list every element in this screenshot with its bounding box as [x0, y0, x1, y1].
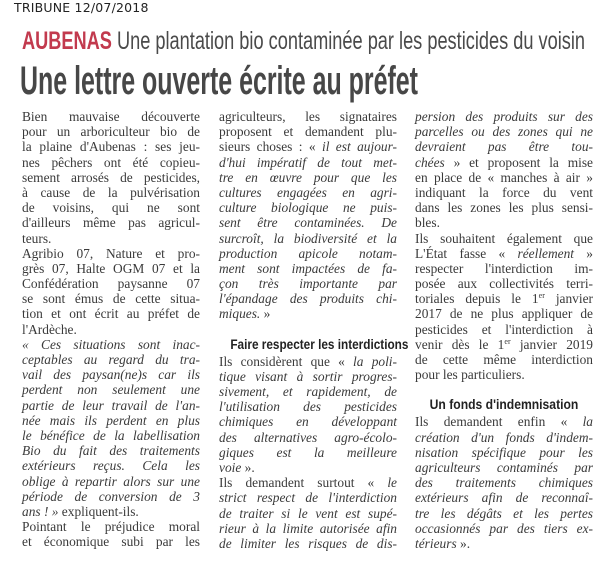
body-text: d'ailleurs même pas agricul- [22, 215, 200, 231]
text-line [22, 367, 200, 382]
body-text: janvier [544, 291, 594, 307]
text-line [415, 460, 593, 475]
body-text: de voisins, qui ne sont [22, 200, 200, 216]
text-line [22, 291, 200, 306]
text-line [22, 170, 200, 185]
text-line [415, 185, 593, 200]
italic-quote-text: période de conversion de 3 [22, 488, 200, 504]
text-line [415, 139, 593, 154]
article-column-3 [415, 109, 593, 551]
text-line [22, 155, 200, 170]
italic-quote-text: création d'un fonds d'indem- [415, 429, 593, 445]
body-text: toriales depuis le 1 [415, 291, 539, 307]
italic-quote-text: chées [415, 154, 445, 170]
text-line [219, 261, 397, 276]
italic-quote-text: réellement [517, 245, 575, 261]
text-line [22, 398, 200, 413]
italic-quote-text: partie de leur travail de l'an- [22, 397, 200, 413]
text-line [219, 139, 397, 154]
italic-quote-text: nisation spécifique pour les [415, 444, 593, 460]
body-text: 2017 de ne plus appliquer de [415, 306, 593, 322]
text-line [22, 109, 200, 124]
text-line [219, 124, 397, 139]
italic-quote-text: des alternatives agro-écolo- [219, 429, 397, 445]
body-text: bles. [415, 215, 440, 231]
text-line [22, 322, 200, 337]
text-line [415, 536, 593, 551]
body-text: Agribio 07, Nature et pro- [22, 245, 200, 261]
body-text: Ils demandent surtout « [219, 475, 388, 491]
text-line [22, 139, 200, 154]
italic-quote-text: térieurs [415, 535, 457, 551]
text-line [22, 382, 200, 397]
text-line [415, 109, 593, 124]
text-line [219, 170, 397, 185]
text-line [415, 521, 593, 536]
section-subheading: Faire respecter les interdictions [230, 336, 409, 352]
body-text: » et proposent la mise [444, 154, 593, 170]
italic-quote-text: de limiter les risques de dis- [219, 535, 397, 551]
text-line [415, 276, 593, 291]
text-line [219, 490, 397, 505]
text-line [22, 489, 200, 504]
text-line [415, 430, 593, 445]
body-text: et économique subi par les [22, 534, 200, 550]
italic-quote-text: giques est la meilleure [219, 444, 397, 460]
body-text: posée aux collectivités terri- [415, 276, 593, 292]
italic-quote-text: le bénéfice de la labellisation [22, 427, 200, 443]
text-line [415, 306, 593, 321]
italic-quote-text: surcroît, la biodiversité et la [219, 230, 397, 246]
text-line [22, 261, 200, 276]
text-line [22, 124, 200, 139]
italic-quote-text: il est aujour- [321, 139, 397, 155]
text-line [22, 276, 200, 291]
newspaper-source-date: TRIBUNE 12/07/2018 [14, 0, 149, 15]
text-line [22, 534, 200, 549]
italic-quote-text: occasionnés par des tiers ex- [415, 520, 593, 536]
text-line [219, 521, 397, 536]
body-text: Ils souhaitent également que [415, 230, 593, 246]
text-line [415, 414, 593, 429]
text-line [22, 200, 200, 215]
text-line [219, 215, 397, 230]
text-line [219, 445, 397, 460]
article-kicker [22, 27, 585, 56]
text-line [415, 246, 593, 261]
italic-quote-text: l'épandage des produits chi- [219, 291, 397, 307]
text-line [219, 399, 397, 414]
text-line [22, 519, 200, 534]
text-line [415, 367, 593, 382]
italic-quote-text: culture biologique ne puis- [219, 200, 397, 216]
italic-quote-text: sent être contaminées. De [219, 215, 397, 231]
body-text: en place de « manches à air » [415, 169, 593, 185]
italic-quote-text: rieur à la limite autorisée afin [219, 520, 397, 536]
italic-quote-text: l'utilisation des pesticides [219, 399, 397, 415]
body-text: nes pêchers ont été copieu- [22, 154, 200, 170]
italic-quote-text: strict respect de l'interdiction [219, 490, 397, 506]
body-text: L'État fasse « [415, 245, 518, 261]
italic-quote-text: ans ! » [22, 503, 59, 519]
text-line [415, 231, 593, 246]
text-line [22, 443, 200, 458]
text-line [22, 504, 200, 519]
italic-quote-text: Bio du fait des traitements [22, 443, 200, 459]
text-line [22, 458, 200, 473]
text-line [219, 506, 397, 521]
text-line [415, 155, 593, 170]
body-text: respecter l'interdiction im- [415, 260, 593, 276]
text-line [219, 109, 397, 124]
italic-quote-text: « Ces situations sont inac- [22, 336, 200, 352]
text-line [415, 490, 593, 505]
text-line [22, 428, 200, 443]
section-gap [219, 322, 397, 336]
italic-quote-text: née mais ils perdent en plus [22, 412, 200, 428]
body-text: tion et ont écrit au préfet de [22, 306, 200, 322]
text-line [415, 124, 593, 139]
text-line [415, 506, 593, 521]
text-line [22, 231, 200, 246]
text-line [22, 246, 200, 261]
italic-quote-text: chimiques en développant [219, 414, 397, 430]
text-line [415, 352, 593, 367]
body-text: sement arrosés de pesticides, [22, 169, 200, 185]
body-text: Confédération paysanne 07 [22, 276, 200, 292]
body-text: pour un arboriculteur bio de [22, 124, 200, 140]
italic-quote-text: cultures engagées en agri- [219, 184, 397, 200]
body-text: se sont émus de cette situa- [22, 291, 200, 307]
italic-quote-text: vail des paysan(ne)s car ils [22, 367, 200, 383]
body-text: er [504, 336, 511, 346]
italic-quote-text: agriculteurs contaminés par [415, 459, 593, 475]
text-line [219, 460, 397, 475]
body-text: Ils demandent enfin « [415, 414, 583, 430]
italic-quote-text: ment sont impactées de fa- [219, 260, 397, 276]
text-line [415, 337, 593, 352]
text-line [219, 200, 397, 215]
text-line [219, 369, 397, 384]
article-headline: Une lettre ouverte écrite au préfet [20, 59, 419, 103]
text-line [415, 261, 593, 276]
body-text: l'Ardèche. [22, 321, 77, 337]
italic-quote-text: oblige à repartir alors sur une [22, 473, 200, 489]
body-text: pesticides et l'interdiction à [415, 321, 593, 337]
italic-quote-text: perdent non seulement une [22, 382, 200, 398]
text-line [219, 246, 397, 261]
text-line [219, 276, 397, 291]
italic-quote-text: des traitements chimiques [415, 475, 593, 491]
body-text: dans les zones les plus sensi- [415, 200, 593, 216]
italic-quote-text: tre les dégâts et les pertes [415, 505, 593, 521]
kicker-place: AUBENAS [22, 27, 112, 55]
italic-quote-text: la poli- [353, 353, 397, 369]
text-line [415, 475, 593, 490]
body-text: agriculteurs, les signataires [219, 109, 397, 124]
italic-quote-text: extérieurs reçus. Cela les [22, 458, 200, 474]
section-subheading: Un fonds d'indemnisation [429, 397, 579, 413]
body-text: teurs. [22, 230, 52, 246]
section-gap [415, 382, 593, 396]
body-text: proposent et demandent plu- [219, 124, 397, 140]
text-line [22, 337, 200, 352]
article-column-1 [22, 109, 200, 549]
text-line [219, 231, 397, 246]
body-text: Bien mauvaise découverte [22, 109, 200, 124]
body-text: janvier 2019 [510, 336, 594, 352]
text-line [415, 445, 593, 460]
italic-quote-text: production apicole notam- [219, 245, 397, 261]
body-text: » [574, 245, 593, 261]
body-text: venir dès le 1 [415, 336, 505, 352]
body-text: er [538, 291, 545, 301]
italic-quote-text: parcelles ou des zones qui ne [415, 124, 593, 140]
text-line [415, 170, 593, 185]
text-line [415, 200, 593, 215]
italic-quote-text: çon très importante par [219, 276, 397, 292]
text-line [22, 185, 200, 200]
text-line [219, 536, 397, 551]
italic-quote-text: de traiter si le vent est supé- [219, 505, 397, 521]
body-text: Pointant le préjudice moral [22, 519, 200, 535]
body-text: ». [241, 459, 255, 475]
body-text: ». [456, 535, 471, 551]
body-text: la plaine d'Aubenas : ses jeu- [22, 139, 200, 155]
italic-quote-text: persion des produits sur des [415, 109, 593, 124]
body-text: sieurs choses : « [219, 139, 322, 155]
body-text: de cette même interdiction [415, 352, 593, 367]
italic-quote-text: d'hui impératif de tout met- [219, 154, 397, 170]
italic-quote-text: ceptables au regard du tra- [22, 352, 200, 367]
italic-quote-text: tre en œuvre pour que les [219, 169, 397, 185]
text-line [415, 215, 593, 230]
body-text: Ils considèrent que « [219, 353, 354, 369]
text-line [219, 430, 397, 445]
body-text: pour les particuliers. [415, 367, 525, 383]
text-line [219, 414, 397, 429]
text-line [415, 322, 593, 337]
body-text: à cause de la pulvérisation [22, 184, 200, 200]
body-text: indiquant la force du vent [415, 184, 593, 200]
text-line [22, 474, 200, 489]
italic-quote-text: miques. [219, 306, 261, 322]
body-text: » [260, 306, 271, 322]
italic-quote-text: le [387, 475, 397, 491]
italic-quote-text: tique visant à sortir progres- [219, 368, 397, 384]
article-column-2 [219, 109, 409, 551]
text-line [22, 352, 200, 367]
text-line [219, 475, 397, 490]
text-line [415, 291, 593, 306]
text-line [219, 354, 397, 369]
italic-quote-text: extérieurs afin de reconnaî- [415, 490, 593, 506]
italic-quote-text: devraient pas être tou- [415, 139, 593, 155]
italic-quote-text: voie [219, 459, 242, 475]
text-line [22, 413, 200, 428]
text-line [219, 291, 397, 306]
body-text: expliquent-ils. [58, 503, 139, 519]
text-line [219, 185, 397, 200]
text-line [22, 215, 200, 230]
body-text: grès 07, Halte OGM 07 et la [22, 260, 200, 276]
kicker-text: Une plantation bio contaminée par les pesticides du voisin [111, 27, 586, 55]
text-line [22, 306, 200, 321]
italic-quote-text: la [582, 414, 593, 430]
italic-quote-text: sivement, et rapidement, de [219, 384, 397, 399]
text-line [219, 384, 397, 399]
text-line [219, 155, 397, 170]
text-line [219, 306, 397, 321]
